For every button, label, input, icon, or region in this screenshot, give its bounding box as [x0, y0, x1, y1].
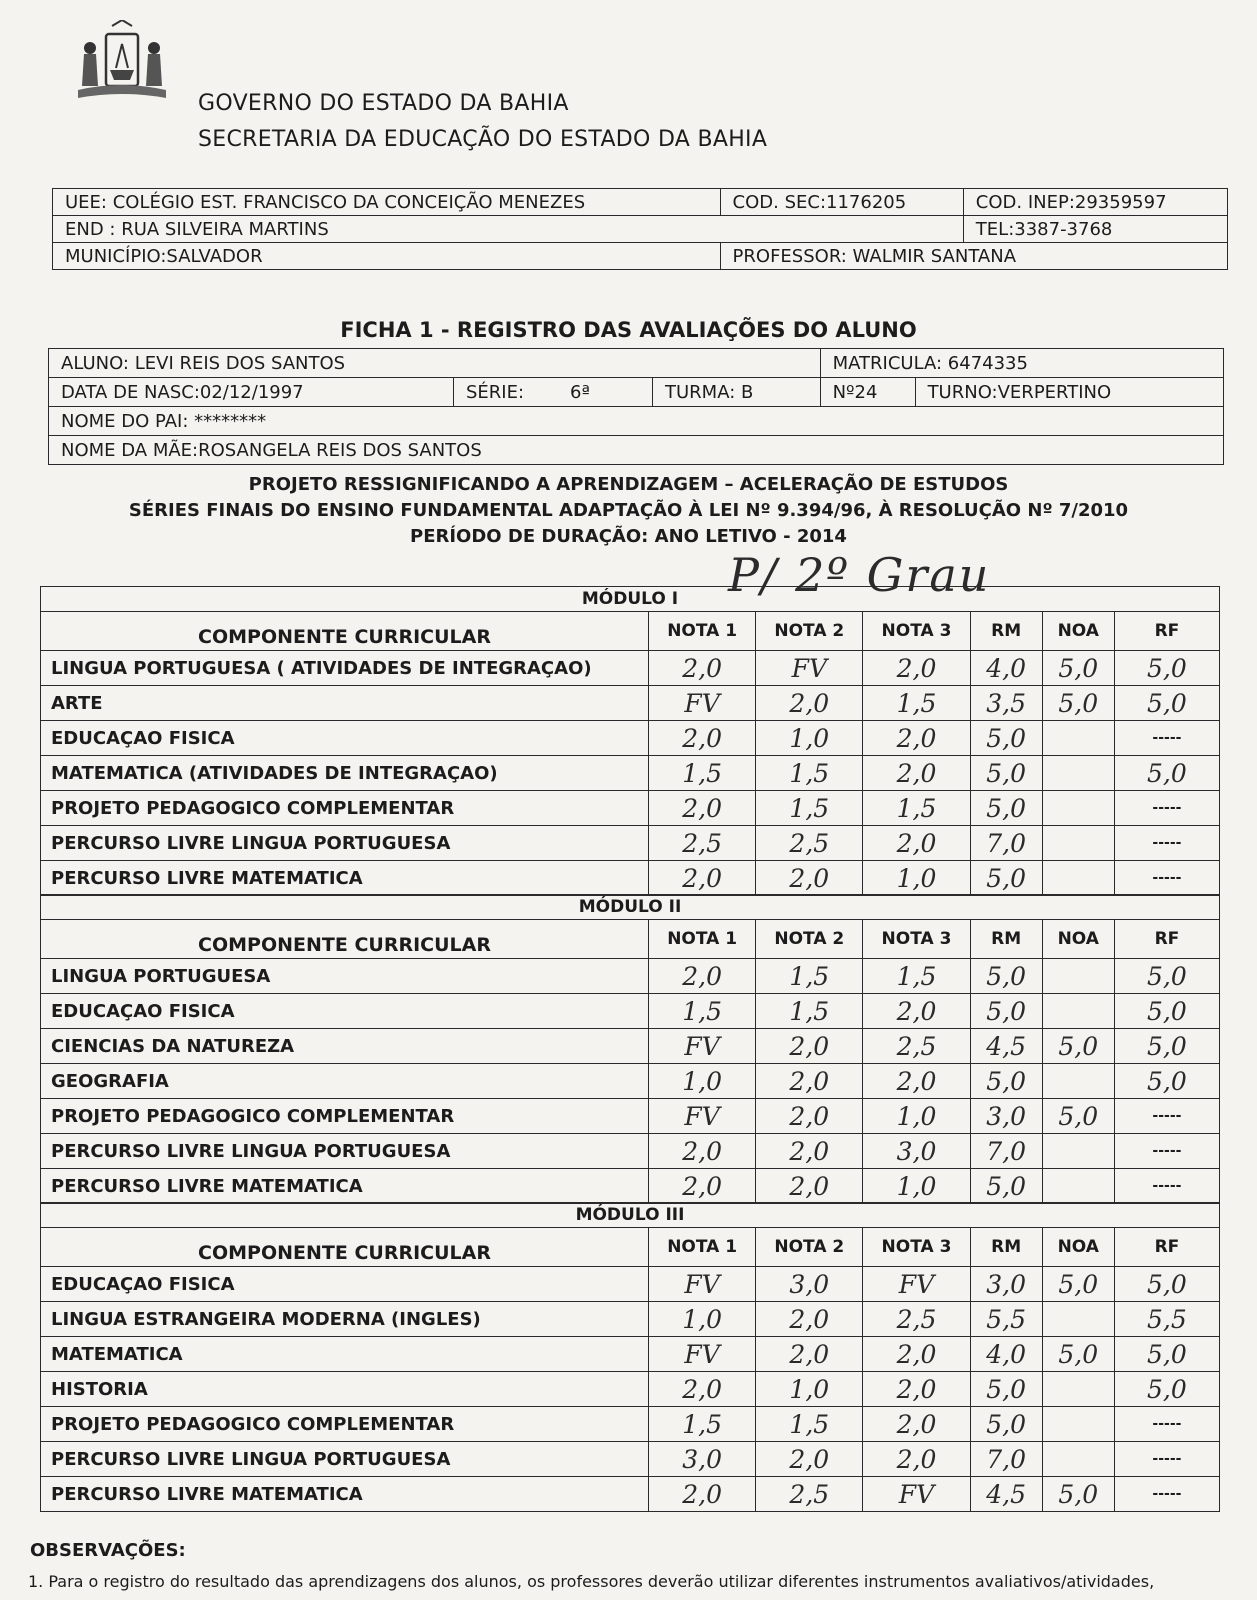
grade-nota2: 2,0 — [756, 861, 863, 896]
grade-rm: 3,5 — [970, 686, 1042, 721]
column-header-rm: RM — [970, 1228, 1042, 1267]
component-name: EDUCAÇAO FISICA — [41, 1267, 649, 1302]
grade-nota2: FV — [756, 651, 863, 686]
grade-nota2: 2,5 — [756, 1477, 863, 1512]
component-name: HISTORIA — [41, 1372, 649, 1407]
grade-noa — [1042, 721, 1114, 756]
grade-rm: 5,0 — [970, 1064, 1042, 1099]
grade-rf: ----- — [1114, 721, 1219, 756]
grade-rf: 5,5 — [1114, 1302, 1219, 1337]
component-name: CIENCIAS DA NATUREZA — [41, 1029, 649, 1064]
grade-noa: 5,0 — [1042, 1477, 1114, 1512]
column-header-component: COMPONENTE CURRICULAR — [41, 920, 649, 959]
table-row — [41, 651, 1220, 686]
grade-rf: ----- — [1114, 1169, 1219, 1204]
column-header-row — [41, 612, 1220, 651]
student-info-table — [48, 348, 1224, 465]
grade-nota3: 1,0 — [863, 1169, 970, 1204]
column-header-component: COMPONENTE CURRICULAR — [41, 1228, 649, 1267]
grade-noa — [1042, 1169, 1114, 1204]
grade-rm: 5,0 — [970, 1372, 1042, 1407]
grade-nota1: FV — [649, 1029, 756, 1064]
component-name: PERCURSO LIVRE MATEMATICA — [41, 1477, 649, 1512]
student-birth-date: DATA DE NASC:02/12/1997 — [49, 378, 454, 407]
grade-nota2: 2,0 — [756, 1099, 863, 1134]
table-row — [41, 756, 1220, 791]
table-row — [41, 1064, 1220, 1099]
grade-nota2: 2,0 — [756, 1029, 863, 1064]
component-name: LINGUA PORTUGUESA ( ATIVIDADES DE INTEGRAÇAO) — [41, 651, 649, 686]
grade-nota1: 1,0 — [649, 1302, 756, 1337]
table-row — [41, 994, 1220, 1029]
grade-rm: 5,0 — [970, 959, 1042, 994]
grade-nota1: 2,0 — [649, 1477, 756, 1512]
grade-nota3: 2,0 — [863, 1337, 970, 1372]
grade-nota1: 2,0 — [649, 1134, 756, 1169]
grade-nota3: 2,5 — [863, 1302, 970, 1337]
grade-nota3: 1,0 — [863, 861, 970, 896]
component-name: MATEMATICA — [41, 1337, 649, 1372]
grade-nota1: 2,0 — [649, 721, 756, 756]
grade-rm: 5,5 — [970, 1302, 1042, 1337]
column-header-rf: RF — [1114, 920, 1219, 959]
student-class: TURMA: B — [653, 378, 821, 407]
project-title: PROJETO RESSIGNIFICANDO A APRENDIZAGEM – ACELERAÇÃO DE ESTUDOS — [248, 474, 1009, 495]
student-registration: MATRICULA: 6474335 — [820, 349, 1223, 378]
grade-rm: 5,0 — [970, 994, 1042, 1029]
column-header-rm: RM — [970, 920, 1042, 959]
grade-nota2: 2,0 — [756, 1442, 863, 1477]
grade-nota3: 2,0 — [863, 826, 970, 861]
module-grades-table — [40, 894, 1220, 1204]
grade-nota3: 2,0 — [863, 1064, 970, 1099]
grade-nota1: 2,0 — [649, 791, 756, 826]
component-name: PERCURSO LIVRE LINGUA PORTUGUESA — [41, 1442, 649, 1477]
table-row — [41, 1477, 1220, 1512]
grade-noa: 5,0 — [1042, 1267, 1114, 1302]
grade-rf: 5,0 — [1114, 686, 1219, 721]
component-name: PERCURSO LIVRE LINGUA PORTUGUESA — [41, 1134, 649, 1169]
grade-nota1: FV — [649, 686, 756, 721]
column-header-row — [41, 1228, 1220, 1267]
grade-noa: 5,0 — [1042, 686, 1114, 721]
government-name: GOVERNO DO ESTADO DA BAHIA — [198, 91, 569, 116]
grade-nota1: 1,0 — [649, 1064, 756, 1099]
grade-rf: ----- — [1114, 826, 1219, 861]
component-name: LINGUA ESTRANGEIRA MODERNA (INGLES) — [41, 1302, 649, 1337]
module-title: MÓDULO I — [41, 587, 1220, 612]
grade-nota3: FV — [863, 1477, 970, 1512]
grade-nota1: 1,5 — [649, 1407, 756, 1442]
grade-noa — [1042, 791, 1114, 826]
grade-label: SÉRIE: — [454, 378, 559, 407]
grade-rm: 7,0 — [970, 1442, 1042, 1477]
grade-nota2: 3,0 — [756, 1267, 863, 1302]
table-row — [41, 826, 1220, 861]
grade-nota3: 1,5 — [863, 686, 970, 721]
grade-rf: ----- — [1114, 1099, 1219, 1134]
grade-rf: 5,0 — [1114, 1267, 1219, 1302]
grade-noa — [1042, 1372, 1114, 1407]
grade-rf: ----- — [1114, 1477, 1219, 1512]
grade-rf: ----- — [1114, 1442, 1219, 1477]
column-header-component: COMPONENTE CURRICULAR — [41, 612, 649, 651]
component-name: PROJETO PEDAGOGICO COMPLEMENTAR — [41, 1099, 649, 1134]
grade-rm: 4,5 — [970, 1029, 1042, 1064]
school-municipality: MUNICÍPIO:SALVADOR — [53, 243, 721, 270]
table-row — [41, 1134, 1220, 1169]
school-name: UEE: COLÉGIO EST. FRANCISCO DA CONCEIÇÃO MENEZES — [53, 189, 721, 216]
grade-rf: ----- — [1114, 791, 1219, 826]
grade-rf: 5,0 — [1114, 994, 1219, 1029]
table-row — [41, 1169, 1220, 1204]
grade-rm: 4,0 — [970, 651, 1042, 686]
grade-rf: 5,0 — [1114, 651, 1219, 686]
grade-nota3: 1,5 — [863, 959, 970, 994]
module-title: MÓDULO III — [41, 1203, 1220, 1228]
column-header-nota1: NOTA 1 — [649, 1228, 756, 1267]
component-name: ARTE — [41, 686, 649, 721]
grade-nota2: 1,5 — [756, 1407, 863, 1442]
grade-nota3: 3,0 — [863, 1134, 970, 1169]
grade-noa — [1042, 959, 1114, 994]
grade-rm: 5,0 — [970, 1169, 1042, 1204]
school-address: END : RUA SILVEIRA MARTINS — [53, 216, 964, 243]
table-row — [41, 1372, 1220, 1407]
grade-noa: 5,0 — [1042, 1337, 1114, 1372]
column-header-nota2: NOTA 2 — [756, 920, 863, 959]
grade-nota3: 2,0 — [863, 721, 970, 756]
student-number: Nº24 — [820, 378, 915, 407]
table-row — [41, 1302, 1220, 1337]
column-header-nota3: NOTA 3 — [863, 1228, 970, 1267]
observations-title: OBSERVAÇÕES: — [30, 1540, 186, 1561]
grade-nota1: 2,0 — [649, 959, 756, 994]
grade-nota1: 2,5 — [649, 826, 756, 861]
government-header — [198, 86, 767, 158]
grade-nota2: 2,0 — [756, 1337, 863, 1372]
grade-rm: 3,0 — [970, 1099, 1042, 1134]
grade-nota1: 1,5 — [649, 994, 756, 1029]
column-header-nota3: NOTA 3 — [863, 612, 970, 651]
grade-rm: 5,0 — [970, 756, 1042, 791]
component-name: LINGUA PORTUGUESA — [41, 959, 649, 994]
grade-rf: 5,0 — [1114, 959, 1219, 994]
student-name: ALUNO: LEVI REIS DOS SANTOS — [49, 349, 821, 378]
grade-rm: 5,0 — [970, 721, 1042, 756]
grade-nota2: 2,0 — [756, 1064, 863, 1099]
grade-nota3: 1,5 — [863, 791, 970, 826]
grade-nota3: 1,0 — [863, 1099, 970, 1134]
project-header — [0, 472, 1257, 550]
column-header-noa: NOA — [1042, 920, 1114, 959]
grade-rf: 5,0 — [1114, 1372, 1219, 1407]
column-header-nota2: NOTA 2 — [756, 612, 863, 651]
observation-item: 1. Para o registro do resultado das aprendizagens dos alunos, os professores deverão utilizar diferentes instrumentos avaliativos/atividades, — [28, 1572, 1155, 1591]
grade-nota2: 1,5 — [756, 756, 863, 791]
grade-rm: 5,0 — [970, 861, 1042, 896]
mother-name: NOME DA MÃE:ROSANGELA REIS DOS SANTOS — [49, 436, 1224, 465]
grade-noa — [1042, 1302, 1114, 1337]
secretariat-name: SECRETARIA DA EDUCAÇÃO DO ESTADO DA BAHIA — [198, 127, 768, 152]
column-header-nota1: NOTA 1 — [649, 920, 756, 959]
grade-nota1: 1,5 — [649, 756, 756, 791]
teacher-name: PROFESSOR: WALMIR SANTANA — [720, 243, 1227, 270]
module-title: MÓDULO II — [41, 895, 1220, 920]
school-cod-sec: COD. SEC:1176205 — [720, 189, 963, 216]
grade-nota1: FV — [649, 1099, 756, 1134]
grade-nota1: 2,0 — [649, 651, 756, 686]
column-header-rf: RF — [1114, 1228, 1219, 1267]
grade-nota3: 2,0 — [863, 994, 970, 1029]
grade-nota3: 2,0 — [863, 1407, 970, 1442]
column-header-nota2: NOTA 2 — [756, 1228, 863, 1267]
table-row — [41, 1442, 1220, 1477]
state-coat-of-arms-icon — [72, 20, 172, 104]
grade-nota2: 2,5 — [756, 826, 863, 861]
grade-nota2: 1,5 — [756, 959, 863, 994]
grade-rf: 5,0 — [1114, 1064, 1219, 1099]
grade-rf: ----- — [1114, 1407, 1219, 1442]
table-row — [41, 721, 1220, 756]
table-row — [41, 1337, 1220, 1372]
table-row — [41, 1267, 1220, 1302]
grade-noa: 5,0 — [1042, 1099, 1114, 1134]
grade-rf: ----- — [1114, 861, 1219, 896]
grade-nota3: 2,0 — [863, 651, 970, 686]
grade-nota1: 2,0 — [649, 861, 756, 896]
school-cod-inep: COD. INEP:29359597 — [963, 189, 1227, 216]
column-header-rm: RM — [970, 612, 1042, 651]
column-header-noa: NOA — [1042, 612, 1114, 651]
grade-rm: 3,0 — [970, 1267, 1042, 1302]
grade-nota1: FV — [649, 1337, 756, 1372]
component-name: EDUCAÇAO FISICA — [41, 994, 649, 1029]
grade-nota2: 1,0 — [756, 721, 863, 756]
grade-noa — [1042, 1134, 1114, 1169]
grade-rf: 5,0 — [1114, 756, 1219, 791]
column-header-row — [41, 920, 1220, 959]
grade-nota3: 2,0 — [863, 756, 970, 791]
grade-rm: 4,5 — [970, 1477, 1042, 1512]
grade-nota2: 1,0 — [756, 1372, 863, 1407]
grade-nota2: 2,0 — [756, 686, 863, 721]
grade-value: 6ª — [558, 378, 653, 407]
grade-rm: 4,0 — [970, 1337, 1042, 1372]
component-name: EDUCAÇAO FISICA — [41, 721, 649, 756]
school-info-table — [52, 188, 1228, 270]
student-shift: TURNO:VERPERTINO — [915, 378, 1223, 407]
table-row — [41, 959, 1220, 994]
component-name: PROJETO PEDAGOGICO COMPLEMENTAR — [41, 1407, 649, 1442]
component-name: PERCURSO LIVRE MATEMATICA — [41, 1169, 649, 1204]
school-phone: TEL:3387-3768 — [963, 216, 1227, 243]
component-name: PERCURSO LIVRE MATEMATICA — [41, 861, 649, 896]
form-title: FICHA 1 - REGISTRO DAS AVALIAÇÕES DO ALUNO — [340, 318, 917, 342]
grade-noa — [1042, 756, 1114, 791]
grade-noa — [1042, 1407, 1114, 1442]
grade-nota3: FV — [863, 1267, 970, 1302]
grade-nota1: FV — [649, 1267, 756, 1302]
column-header-nota3: NOTA 3 — [863, 920, 970, 959]
grade-noa: 5,0 — [1042, 651, 1114, 686]
project-period: PERÍODO DE DURAÇÃO: ANO LETIVO - 2014 — [410, 526, 847, 547]
grade-nota3: 2,0 — [863, 1442, 970, 1477]
column-header-rf: RF — [1114, 612, 1219, 651]
father-name: NOME DO PAI: ******** — [49, 407, 1224, 436]
project-subtitle: SÉRIES FINAIS DO ENSINO FUNDAMENTAL ADAPTAÇÃO À LEI Nº 9.394/96, À RESOLUÇÃO Nº 7/2010 — [128, 500, 1129, 521]
component-name: PROJETO PEDAGOGICO COMPLEMENTAR — [41, 791, 649, 826]
grade-nota1: 2,0 — [649, 1372, 756, 1407]
grade-rf: 5,0 — [1114, 1337, 1219, 1372]
grade-noa: 5,0 — [1042, 1029, 1114, 1064]
table-row — [41, 1099, 1220, 1134]
component-name: PERCURSO LIVRE LINGUA PORTUGUESA — [41, 826, 649, 861]
grade-noa — [1042, 1064, 1114, 1099]
handwritten-note: P/ 2º Grau — [728, 548, 991, 602]
grade-nota1: 3,0 — [649, 1442, 756, 1477]
grade-rf: 5,0 — [1114, 1029, 1219, 1064]
column-header-nota1: NOTA 1 — [649, 612, 756, 651]
grade-nota2: 2,0 — [756, 1302, 863, 1337]
grade-rm: 5,0 — [970, 791, 1042, 826]
table-row — [41, 861, 1220, 896]
grade-noa — [1042, 826, 1114, 861]
module-grades-table — [40, 586, 1220, 896]
grade-nota1: 2,0 — [649, 1169, 756, 1204]
component-name: MATEMATICA (ATIVIDADES DE INTEGRAÇAO) — [41, 756, 649, 791]
column-header-noa: NOA — [1042, 1228, 1114, 1267]
grade-noa — [1042, 861, 1114, 896]
table-row — [41, 791, 1220, 826]
grade-rf: ----- — [1114, 1134, 1219, 1169]
module-grades-table — [40, 1202, 1220, 1512]
grade-nota2: 2,0 — [756, 1134, 863, 1169]
grade-nota2: 2,0 — [756, 1169, 863, 1204]
table-row — [41, 686, 1220, 721]
component-name: GEOGRAFIA — [41, 1064, 649, 1099]
grade-nota2: 1,5 — [756, 994, 863, 1029]
grade-noa — [1042, 1442, 1114, 1477]
grade-nota3: 2,0 — [863, 1372, 970, 1407]
grade-noa — [1042, 994, 1114, 1029]
table-row — [41, 1029, 1220, 1064]
grade-rm: 7,0 — [970, 826, 1042, 861]
table-row — [41, 1407, 1220, 1442]
grade-nota2: 1,5 — [756, 791, 863, 826]
grade-rm: 7,0 — [970, 1134, 1042, 1169]
grade-rm: 5,0 — [970, 1407, 1042, 1442]
grade-nota3: 2,5 — [863, 1029, 970, 1064]
